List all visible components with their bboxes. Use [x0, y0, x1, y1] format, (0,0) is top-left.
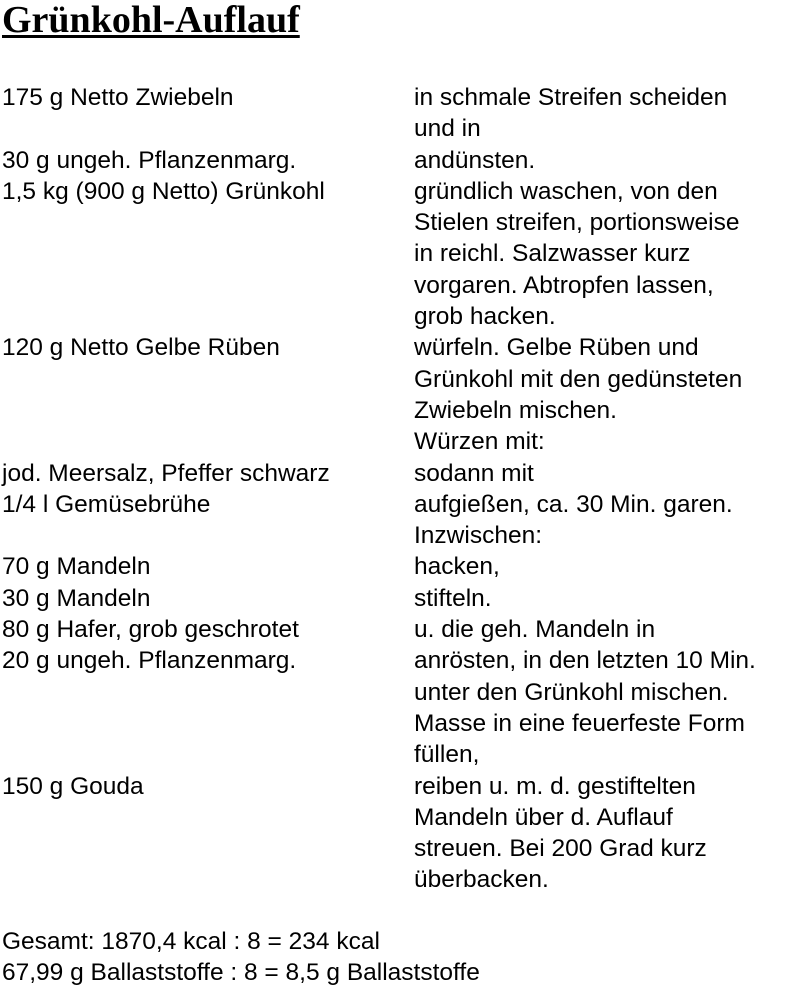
recipe-row: [2, 332, 790, 457]
ingredient: 70 g Mandeln: [2, 553, 151, 581]
instruction: [414, 614, 790, 645]
calorie-total: Gesamt: 1870,4 kcal : 8 = 234 kcal: [2, 928, 380, 955]
ingredient: 175 g Netto Zwiebeln: [2, 84, 234, 111]
instruction-line: Stielen streifen, portionsweise: [414, 209, 740, 237]
recipe-row: [2, 771, 790, 896]
ingredient: 20 g ungeh. Pflanzenmarg.: [2, 647, 297, 675]
instruction-line: Grünkohl mit den gedünsteten: [414, 365, 743, 393]
instruction-line: Masse in eine feuerfeste Form: [414, 709, 745, 737]
instruction-line: hacken,: [414, 553, 500, 581]
instruction: [414, 176, 790, 332]
ingredient: 150 g Gouda: [2, 772, 144, 800]
instruction-line: sodann mit: [414, 459, 534, 487]
ingredient: jod. Meersalz, Pfeffer schwarz: [2, 459, 330, 487]
instruction-line: streuen. Bei 200 Grad kurz: [414, 835, 707, 863]
ingredient: 120 g Netto Gelbe Rüben: [2, 334, 280, 362]
ingredient: 80 g Hafer, grob geschrotet: [2, 616, 299, 644]
instruction: [414, 771, 790, 896]
ingredient: 1,5 kg (900 g Netto) Grünkohl: [2, 177, 325, 205]
recipe-row: [2, 145, 790, 176]
instruction-line: in reichl. Salzwasser kurz: [414, 240, 691, 268]
ingredient: 30 g ungeh. Pflanzenmarg.: [2, 146, 297, 174]
instruction: [414, 458, 790, 489]
instruction: [414, 145, 790, 176]
instruction-line: und in: [414, 115, 481, 143]
nutrition-totals: [2, 926, 480, 989]
recipe-row: [2, 458, 790, 489]
instruction-line: Würzen mit:: [414, 428, 545, 456]
instruction-line: überbacken.: [414, 866, 549, 894]
recipe-row: [2, 583, 790, 614]
instruction-line: unter den Grünkohl mischen.: [414, 678, 729, 706]
instruction-line: in schmale Streifen scheiden: [414, 84, 728, 111]
recipe-row: [2, 551, 790, 582]
instruction-line: vorgaren. Abtropfen lassen,: [414, 271, 714, 299]
instruction: [414, 583, 790, 614]
recipe-steps: [2, 82, 790, 896]
instruction-line: aufgießen, ca. 30 Min. garen.: [414, 490, 733, 518]
instruction-line: Zwiebeln mischen.: [414, 396, 617, 424]
instruction-line: Mandeln über d. Auflauf: [414, 803, 673, 831]
recipe-title: Grünkohl-Auflauf: [2, 0, 300, 41]
instruction-line: Inzwischen:: [414, 522, 543, 550]
recipe-row: [2, 489, 790, 552]
instruction: [414, 82, 790, 145]
ingredient: 1/4 l Gemüsebrühe: [2, 490, 211, 518]
instruction-line: füllen,: [414, 741, 480, 769]
recipe-row: [2, 645, 790, 770]
recipe-row: [2, 82, 790, 145]
instruction-line: gründlich waschen, von den: [414, 177, 718, 205]
instruction-line: würfeln. Gelbe Rüben und: [414, 334, 699, 362]
fiber-total: 67,99 g Ballaststoffe : 8 = 8,5 g Ballaststoffe: [2, 959, 480, 987]
recipe-row: [2, 614, 790, 645]
instruction: [414, 489, 790, 552]
instruction-line: stifteln.: [414, 584, 492, 612]
instruction: [414, 645, 790, 770]
instruction-line: u. die geh. Mandeln in: [414, 616, 656, 644]
instruction-line: grob hacken.: [414, 303, 556, 331]
recipe-row: [2, 176, 790, 332]
instruction-line: reiben u. m. d. gestiftelten: [414, 772, 696, 800]
ingredient: 30 g Mandeln: [2, 584, 151, 612]
instruction-line: andünsten.: [414, 146, 536, 174]
instruction: [414, 551, 790, 582]
instruction-line: anrösten, in den letzten 10 Min.: [414, 647, 756, 675]
instruction: [414, 332, 790, 457]
